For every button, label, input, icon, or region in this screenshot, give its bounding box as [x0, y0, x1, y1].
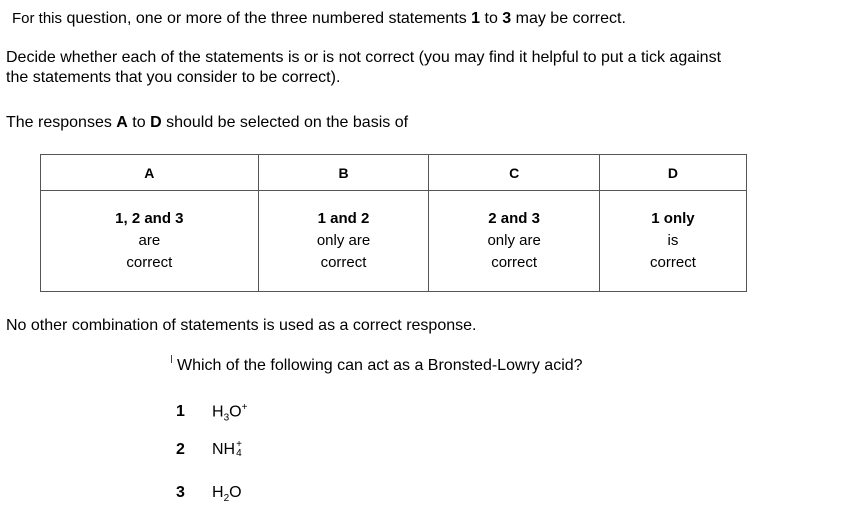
- cell-c: [429, 191, 600, 292]
- cell-c-statements: 2 and 3: [488, 210, 540, 227]
- option-1-main: O: [229, 403, 242, 421]
- intro-line-1: [12, 9, 626, 29]
- footer-note: No other combination of statements is used as a correct response.: [6, 317, 477, 334]
- header-a: A: [41, 155, 259, 191]
- cell-a-statements: 1, 2 and 3: [115, 210, 184, 227]
- option-1: [176, 398, 247, 429]
- cell-d-line2: is: [667, 232, 679, 249]
- responses-end: should be selected on the basis of: [161, 114, 409, 131]
- header-d: D: [599, 155, 746, 191]
- cell-c-line2: only are: [487, 232, 541, 249]
- option-1-subscript: 3: [223, 412, 230, 424]
- option-3-base: H: [212, 484, 224, 501]
- option-3-subscript: 2: [223, 493, 230, 505]
- cell-c-line3: correct: [491, 254, 538, 271]
- cell-b-line3: correct: [320, 254, 367, 271]
- intro-line-4: [6, 113, 408, 133]
- cell-b: [258, 191, 429, 292]
- cell-a-line2: are: [138, 232, 161, 249]
- option-1-base: H: [212, 403, 224, 421]
- option-1-number: 1: [176, 403, 185, 421]
- option-2-subscript: 4: [236, 447, 242, 459]
- cell-b-statements: 1 and 2: [317, 210, 370, 227]
- option-3-main: O: [229, 484, 242, 501]
- header-b: B: [258, 155, 429, 191]
- cell-d: [599, 191, 746, 292]
- option-1-superscript: +: [241, 402, 248, 413]
- cell-a: [41, 191, 259, 292]
- response-a-label: A: [116, 114, 128, 131]
- response-key-table: [40, 154, 747, 292]
- intro-for-this: For this: [12, 10, 63, 27]
- cell-b-line2: only are: [316, 232, 371, 249]
- option-2-charge-stack: [236, 440, 242, 458]
- intro-statement-3: 3: [502, 10, 512, 27]
- responses-text: The responses: [6, 114, 117, 131]
- header-c: C: [429, 155, 600, 191]
- intro-to: to: [480, 10, 503, 27]
- option-2-base: NH: [212, 441, 236, 458]
- option-2: [176, 440, 242, 460]
- cell-d-line3: correct: [650, 254, 696, 271]
- option-2-charge: +: [236, 438, 242, 450]
- margin-mark: [171, 355, 172, 363]
- cell-d-statements: 1 only: [651, 210, 695, 227]
- question-text: Which of the following can act as a Bronsted-Lowry acid?: [177, 357, 583, 374]
- response-key-header-row: [41, 155, 747, 191]
- intro-line-3: the statements that you consider to be correct).: [6, 69, 341, 86]
- response-key-body-row: [41, 191, 747, 292]
- responses-to: to: [127, 114, 151, 131]
- cell-a-line3: correct: [126, 254, 173, 271]
- option-3-number: 3: [176, 484, 185, 501]
- option-2-number: 2: [176, 441, 185, 458]
- response-d-label: D: [150, 114, 162, 131]
- intro-question-text: question, one or more of the three numbered statements: [62, 10, 472, 27]
- intro-may-be-correct: may be correct.: [511, 10, 626, 27]
- option-3: [176, 483, 242, 509]
- intro-line-2: Decide whether each of the statements is or is not correct (you may find it helpful to put a tick against: [6, 49, 722, 66]
- intro-statement-1: 1: [471, 10, 481, 27]
